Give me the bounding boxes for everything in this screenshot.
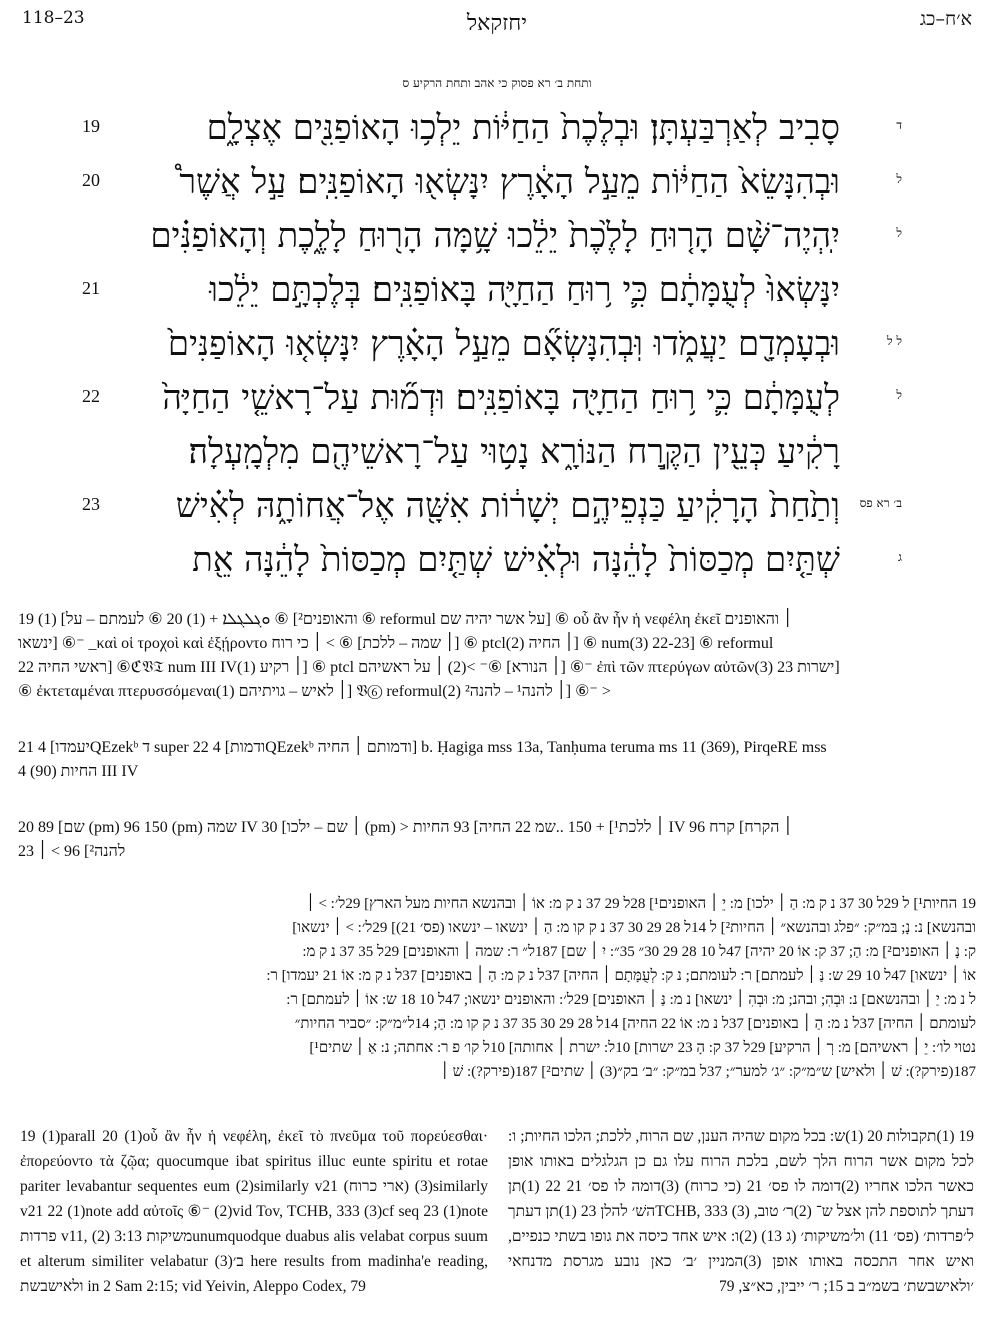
masorah-parva-top: ותחת ב׳ רא פסוק כי אהב ותחת הרקיע ס	[402, 76, 592, 90]
apparatus-line: 22 ראשי החיה] ⑥ℭ𝔙𝔗 num III IV(1) ׀ רקיע] ⑥ ptcl ׀ הנורא] ⑥⁻ >(2) ׀ על ראשיהם] ⑥⁻ ἐπὶ τῶν πτερύγων αὐτῶν(3) 23 ישרות]	[18, 659, 840, 676]
masorah-marginal: ב׳ רא פס	[859, 496, 902, 510]
apparatus-line: 20 שם] 89 (pm) 96 150 (pm) שמה IV ׀ שם – ילכו] 30 (pm) > ׀ ללכת¹] + 150 ..שמ 22 החיה] 93 החיות IV ׀ הקרח] קרח 96	[18, 819, 793, 836]
hebrew-line: לְעֻמָּתָ֔ם כִּ֛י ר֥וּחַ הַחַיָּ֖ה בָּאוֹפַנִּֽים׃ וּדְמ֞וּת עַל־רָאשֵׁ֤י הַחַיָּה֙	[162, 378, 840, 418]
text-line	[18, 158, 978, 212]
apparatus-masoretic-codices	[18, 892, 976, 1084]
hebrew-line: רָקִ֔יעַ כְּעֵ֖ין הַקֶּ֣רַח הַנּוֹרָ֑א נָט֥וּי עַל־רָאשֵׁיהֶ֖ם מִלְמָֽעְלָה׃	[188, 432, 840, 472]
apparatus-line: לעומתם ׀ החיה] 37ל נ מ: הַ ׀ באופנים] 37ל נ מ: אוֹ 22 החיה] 14ל 28 29 30 35 37 נ ק קו מ: הַ; 14ל״מ״ק: ״סביר החיות״	[294, 1016, 976, 1032]
verse-number: 22	[82, 386, 100, 406]
hebrew-line: סָבִיב לְאַרְבַּעְתָּן׃ וּבְלֶכֶת֙ הַחַיּ֔וֹת יֵלְכ֥וּ הָאוֹפַנִּ֖ים אֶצְלָ֑ם	[206, 108, 840, 148]
verse-number: 20	[82, 170, 100, 190]
verse-number: 21	[82, 278, 100, 298]
page-reference: 118–23	[22, 8, 85, 28]
text-line	[18, 104, 978, 158]
text-line	[18, 212, 978, 266]
text-line	[18, 482, 978, 536]
masorah-marginal: ל	[896, 388, 902, 402]
hebrew-line: וּבְעָמְדָ֖ם יַעֲמֹ֑דוּ וּֽבְהִנָּשְׂאָ֞ם מֵעַ֣ל הָאָ֗רֶץ יִנָּשְׂא֤וּ הָאוֹפַנִּים֙	[167, 324, 840, 364]
notes-hebrew-text: 19 (1)תקבולות 20 (1)ש: בכל מקום שהיה הענן, שם הרוח, ללכת; הלכו החיות; ו: לכל מקום אשר הרוח הלך לשם, בלכת הרוח עלו גם כן הגלגלים באותו אופן כאשר הלכו אחריו (2)דומה לו פס׳ 21 (כי כרוח) (3)דומה לו פס׳ 21 22 (1)תן דעתך לתוספת להן אצל ש־ (2)ר׳ טוב, TCHB, 333 (3)השׁ׳ להלן 23 (1)תן דעתך ל׳פרדות׳ (פס׳ 11) ול׳משיקות׳ (ג 13) (2)ו: איש אחד כיסה את גופו בשתי כנפיים, ואיש אחר התכסה באותו אופן (3)המניין ׳ב׳ כאן נובע מגרסת מדנחאי ׳ולאישבשת׳ בשמ״ב ב 15; ר׳ ייבין, כא״צ, 79	[508, 1128, 974, 1295]
masorah-marginal: ד	[896, 118, 902, 132]
apparatus-qumran-rabbinic	[18, 736, 976, 784]
text-line	[18, 428, 978, 482]
chapter-reference: א׳ח–כג	[919, 8, 972, 30]
hebrew-line: יִֽהְיֶה־שָּׁ֨ם הָר֤וּחַ לָלֶ֙כֶת֙ יֵלֵ֔כוּ שָׁ֥מָּה הָר֖וּחַ לָלֶ֑כֶת וְהָאוֹפַנִּ֗ים	[150, 216, 840, 256]
text-line	[18, 374, 978, 428]
notes-english-text: 19 (1)parall 20 (1)οὗ ἂν ἦν ἡ νεφέλη, ἐκεῖ τὸ πνεῦμα τοῦ πορεύεσθαι· ἐπορεύοντο τὰ ζῷα; quocumque ibat spiritus illuc eunte spiritu et rotae pariter levabantur sequentes eum (2)similarly v21 (ארי כרוח) (3)similarly v21 22 (1)note add αὐτοῖς ⑥⁻ (2)vid Tov, TCHB, 333 (3)cf seq 23 (1)note פרדות v11, משיקות 3:13 (2)unumquodque duabus alis velabat corpus suum et alterum similiter velabatur (3)ב׳ here results from madinha'e reading, ולאישבשת in 2 Sam 2:15; vid Yeivin, Aleppo Codex, 79	[20, 1128, 489, 1295]
hebrew-line: וּבְהִנָּשֵׂא֙ הַחַיּ֔וֹת מֵעַ֣ל הָאָ֔רֶץ יִנָּשְׂא֖וּ הָאוֹפַנִּֽים׃ עַ֣ל אֲשֶׁר֩	[179, 162, 840, 202]
apparatus-line: ובהנשא] נ: נָ; בּמ״ק: ״פלג ובהנשא״ ׀ החיות²] ל 14ל 28 29 30 37 נ ק קו מ: הַ ׀ ינשאו – ינשאו (פס׳ 21)] 29ל׳: > ׀ ינשאו]	[292, 920, 976, 936]
verse-number: 23	[82, 494, 100, 514]
apparatus-line: 19 החיות¹] ל 29ל 30 37 נ ק מ: הַ ׀ ילכו] מ: יֵ ׀ האופנים¹] 28ל 29 37 נ ק מ: אוֹ ׀ ובהנשא החיות מעל הארץ] 29ל׳: > ׀	[306, 896, 976, 912]
apparatus-line: 4 (90) החיות III IV	[18, 763, 139, 780]
hebrew-line: שְׁתַּ֤יִם מְכַסּוֹת֙ לָהֵ֔נָּה וּלְאִ֗ישׁ שְׁתַּ֤יִם מְכַסּוֹת֙ לָהֵ֔נָּה אֵ֖ת	[192, 540, 840, 580]
apparatus-line: אוֹ ׀ ינשאו] 47ל 10 29 ש: נַּ ׀ לעמתם] ר: לעומתם; נ ק: לְעֻמָּתָם ׀ החיה] 37ל נ ק מ: הַ ׀ באופנים] 37ל נ ק מ: אוֹ 21 יעמדו] ר:	[266, 968, 976, 984]
notes-english	[20, 1124, 488, 1299]
apparatus-line: ינשאו] ⑥⁻ _καὶ οἱ τροχοὶ καὶ ἐξῄροντο ׀ שמה – ללכת] ⑥ > ׀ כי רוח] ⑥ ptcl(2) ׀ החיה] ⑥ num(3) 22-23] ⑥ reformul	[18, 635, 774, 652]
apparatus-versions	[18, 608, 976, 704]
masorah-marginal: ג	[898, 550, 902, 564]
verse-number: 19	[82, 116, 100, 136]
apparatus-line: נטוי לו׳: יֵ ׀ ראשיהם] מ: רְ ׀ הרקיע] 29ל 37 ק: הָ 23 ישרות] 10ל: ישרת ׀ אחותה] 10ל קו׳ פ ר: אחתה; נ: אַ ׀ שתים¹]	[309, 1040, 976, 1056]
apparatus-line: 21 יעמדו] 4QEzekᵇ ד super 22 ודמות] 4QEzekᵇ ודמותם ׀ החיה] b. Ḥagiga mss 13a, Tanḥuma teruma ms 11 (369), PirqeRE mss	[18, 739, 827, 756]
hebrew-line: יִנָּשְׂאוּ֙ לְעֻמָּתָ֔ם כִּ֛י ר֥וּחַ הַחַיָּ֖ה בָּאוֹפַנִּֽים׃ בְּלֶכְתָּ֣ם יֵלֵ֔כוּ	[209, 270, 840, 310]
apparatus-line: ק: נָ ׀ האופנים²] מ: הַ; 37 ק: אוֹ 20 יהיה] 47ל 10 28 29 30״ 35״: יִ ׀ שם] 187ל״ ר: שמה ׀ והאופנים] 29ל 35 37 נ ק מ:	[302, 944, 976, 960]
apparatus-line: ⑥ ἐκτεταμέναι πτερυσσόμεναι(1) ׀ לאיש – גויתיהם] 𝔙⑥ reformul(2) ׀ להנה¹ – להנה²] ⑥⁻ >	[18, 683, 611, 700]
apparatus-line: ל נ מ: יַ ׀ ובהנשאם] נ: וּבְהִ; ובהנ; מ: וּבְהִ ׀ ינשאו] נ מ: נַּ ׀ האופנים] 29ל׳: והאופנים ינשאו; 47ל 10 18 ש: אוֹ ׀ לעמתם] ר:	[286, 992, 976, 1008]
apparatus-line: 19 והאופנים²] ⑥ ܘܓܠܓܠܐ + (1) 20 ⑥ לעמתם – על] (1) ⑥ reformul על אשר יהיה שם] ⑥ οὗ ἂν ἦν ἡ νεφέλη ἐκεῖ ׀ והאופנים	[18, 611, 793, 628]
hebrew-line: וְתַ֙חַת֙ הָרָקִ֔יעַ כַּנְפֵיהֶ֣ם יְשָׁר֔וֹת אִשָּׁ֖ה אֶל־אֲחוֹתָ֑הּ לְאִ֗ישׁ	[175, 486, 840, 526]
apparatus-line: 187(פירק?): שׁ ׀ ולאיש] ש״מ״ק: ״ג׳ למער״; 37ל במ״ק: ״ב׳ בק״(3) ׀ שתים²] 187(פירק?): שׁ ׀	[440, 1064, 976, 1080]
biblical-text	[18, 104, 978, 590]
text-line	[18, 320, 978, 374]
masorah-marginal: ל ל	[886, 334, 902, 348]
apparatus-medieval-mss	[18, 816, 976, 864]
book-title: יחזקאל	[466, 11, 528, 36]
masorah-marginal: ל	[896, 172, 902, 186]
text-line	[18, 536, 978, 590]
text-line	[18, 266, 978, 320]
apparatus-line: 23 להנה²] 96 > ׀	[18, 843, 126, 860]
notes-hebrew	[508, 1124, 974, 1299]
masorah-marginal: ל	[896, 226, 902, 240]
